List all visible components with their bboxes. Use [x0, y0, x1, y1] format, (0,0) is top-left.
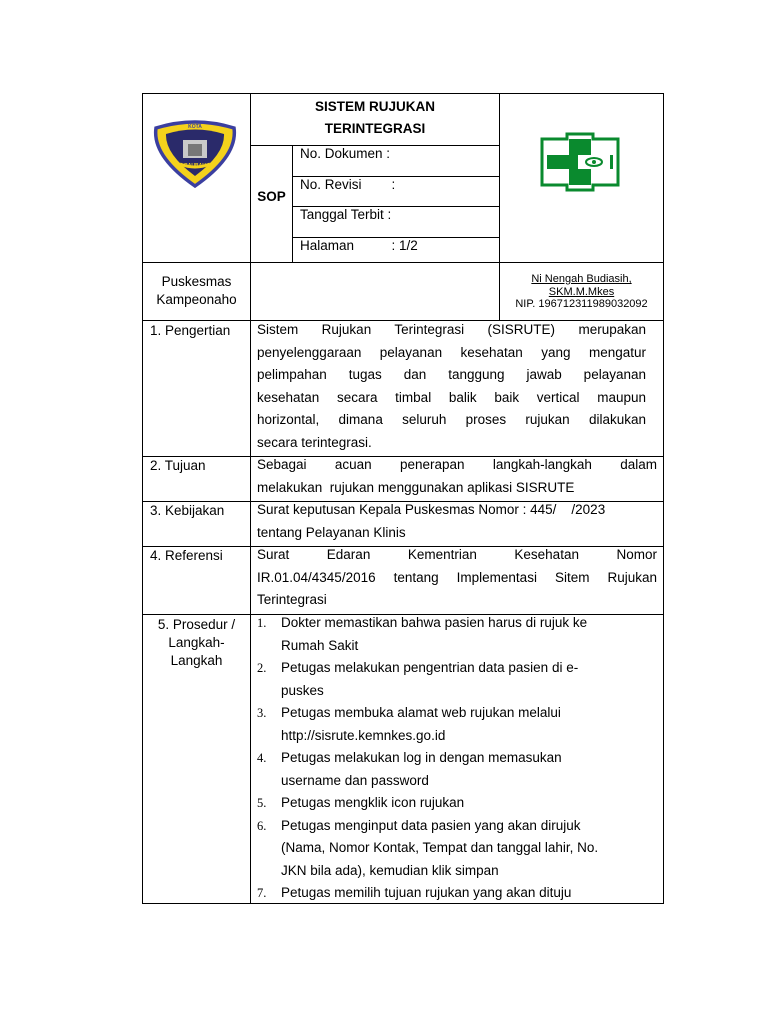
step-line: JKN bila ada), kemudian klik simpan [281, 862, 499, 878]
section-label-tujuan: 2. Tujuan [150, 458, 206, 473]
procedure-step [251, 702, 656, 747]
row-tanggal-terbit: Tanggal Terbit : [300, 207, 392, 222]
header-bottom [142, 262, 664, 263]
organization-name [143, 273, 250, 309]
step-line: http://sisrute.kemnkes.go.id [281, 727, 446, 743]
procedure-step [251, 882, 656, 905]
section-label-pengertian: 1. Pengertian [150, 323, 231, 338]
table-border-right [663, 93, 664, 904]
procedure-step [251, 657, 656, 702]
step-number: 5. [257, 796, 267, 810]
step-line: username dan password [281, 772, 429, 788]
step-line: Rumah Sakit [281, 637, 359, 653]
tujuan-line: Sebagai acuan penerapan langkah-langkah dalam [257, 457, 657, 472]
section-label-referensi: 4. Referensi [150, 548, 223, 563]
table-border-left [142, 93, 143, 904]
referensi-line: IR.01.04/4345/2016 tentang Implementasi Sitem Rujukan [257, 569, 657, 585]
step-line: Petugas membuka alamat web rujukan melalui [281, 705, 561, 720]
step-number: 4. [257, 751, 267, 765]
section-body-referensi [257, 544, 657, 612]
step-number: 1. [257, 616, 267, 630]
signatory-title: SKM.M.Mkes [548, 285, 615, 298]
pengertian-line: penyelenggaraan pelayanan kesehatan yang mengatur [257, 344, 646, 360]
title-line-1: SISTEM RUJUKAN [314, 99, 435, 114]
prosedur-label-line-3: Langkah [170, 653, 223, 668]
step-number: 7. [257, 886, 267, 900]
procedure-step [251, 815, 656, 883]
section-label-kebijakan: 3. Kebijakan [150, 503, 225, 518]
organization-line-2: Kampeonaho [156, 292, 237, 307]
row-no-revisi: No. Revisi : [300, 177, 396, 192]
health-cross-logo [539, 131, 621, 193]
kebijakan-line: Surat keputusan Kepala Puskesmas Nomor : 445/ /2023 [257, 502, 606, 517]
table-border-top [142, 93, 664, 94]
pengertian-line: Sistem Rujukan Terintegrasi (SISRUTE) merupakan [257, 322, 646, 337]
procedure-step [251, 747, 656, 792]
step-line: puskes [281, 682, 324, 698]
sop-divider [292, 145, 293, 262]
logo-top-text: KOTA [188, 124, 202, 130]
pengertian-line: secara terintegrasi. [257, 434, 372, 450]
pengertian-line: pelimpahan tugas dan tanggung jawab pelayanan [257, 367, 646, 382]
step-line: Dokter memastikan bahwa pasien harus di rujuk ke [281, 615, 588, 630]
step-number: 3. [257, 706, 267, 720]
tujuan-line: melakukan rujukan menggunakan aplikasi SISRUTE [257, 479, 575, 495]
procedure-list [251, 612, 656, 905]
info-divider-left [250, 262, 251, 321]
section-body-tujuan [257, 454, 657, 499]
section-body-kebijakan [257, 499, 657, 544]
city-logo [150, 118, 240, 188]
procedure-step [251, 792, 656, 815]
signatory [500, 273, 663, 311]
sop-label: SOP [257, 189, 286, 204]
section-label-prosedur [143, 616, 250, 670]
signatory-nip: NIP. 196712311989032092 [515, 298, 648, 310]
signatory-name: Ni Nengah Budiasih, [531, 273, 632, 285]
row-no-dokumen: No. Dokumen : [300, 146, 391, 161]
step-number: 2. [257, 661, 267, 675]
step-line: Petugas melakukan log in dengan memasukan [281, 750, 562, 765]
referensi-line: Terintegrasi [257, 592, 327, 607]
step-line: Petugas menginput data pasien yang akan dirujuk [281, 817, 581, 833]
step-line: Petugas melakukan pengentrian data pasien di e- [281, 660, 579, 675]
kebijakan-line: tentang Pelayanan Klinis [257, 524, 406, 540]
row-halaman: Halaman : 1/2 [300, 238, 418, 253]
pengertian-line: horizontal, dimana seluruh proses rujukan dilakukan [257, 412, 646, 427]
pengertian-line: kesehatan secara timbal balik baik vertical maupun [257, 389, 646, 405]
procedure-step [251, 612, 656, 657]
step-line: Petugas mengklik icon rujukan [281, 795, 465, 810]
procedure-steps [251, 612, 656, 905]
document-title [251, 96, 499, 140]
logo-bottom-text: BAUBAU [184, 163, 206, 169]
prosedur-label-line-1: 5. Prosedur / [157, 617, 236, 632]
step-line: (Nama, Nomor Kontak, Tempat dan tanggal lahir, No. [281, 840, 599, 855]
organization-line-1: Puskesmas [161, 274, 232, 289]
step-number: 6. [257, 818, 267, 833]
title-line-2: TERINTEGRASI [324, 121, 426, 136]
step-line: Petugas memilih tujuan rujukan yang akan dituju [281, 885, 572, 900]
referensi-line: Surat Edaran Kementrian Kesehatan Nomor [257, 547, 657, 562]
prosedur-label-line-2: Langkah- [168, 635, 225, 650]
section-body-pengertian [257, 319, 646, 454]
